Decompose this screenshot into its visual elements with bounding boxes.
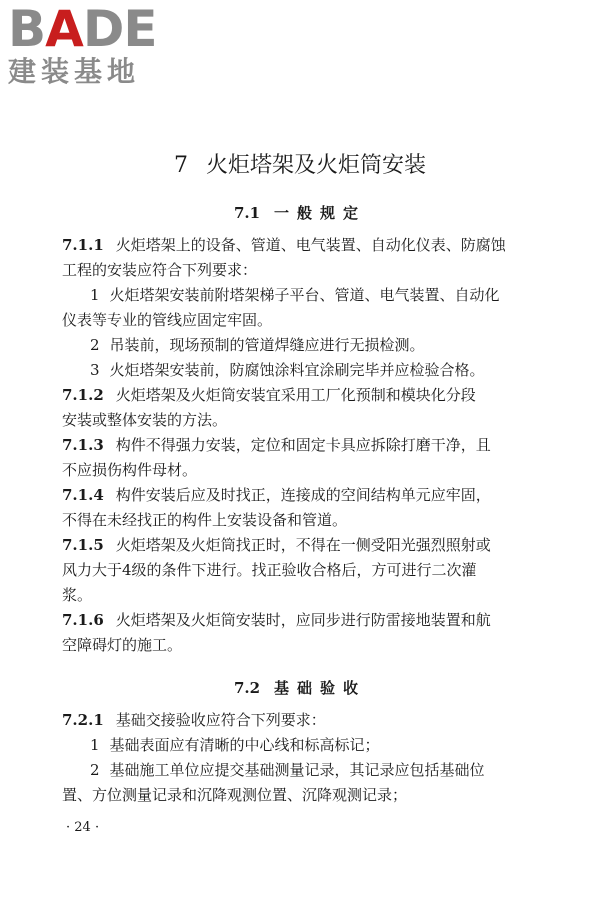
clause-7-1-5 xyxy=(62,533,532,558)
clause-text: 火炬塔架及火炬筒安装时，应同步进行防雷接地装置和航 xyxy=(115,611,491,629)
item-text: 基础表面应有清晰的中心线和标高标记； xyxy=(109,736,380,754)
section-7-2-body xyxy=(62,708,532,808)
chapter-title xyxy=(0,151,600,181)
clause-7-2-1-item-2 xyxy=(62,758,532,783)
item-number: 2 xyxy=(90,336,100,354)
clause-7-2-1-item-1 xyxy=(62,733,532,758)
clause-number: 7.1.6 xyxy=(62,611,104,629)
clause-7-1-1-item-3 xyxy=(62,358,532,383)
clause-7-2-1-item-2-continued: 置、方位测量记录和沉降观测位置、沉降观测记录； xyxy=(62,786,408,804)
section-heading-7-2 xyxy=(0,678,600,698)
item-number: 1 xyxy=(90,286,100,304)
clause-7-1-2-continued: 安装或整体安装的方法。 xyxy=(62,411,228,429)
clause-7-1-6 xyxy=(62,608,532,633)
clause-text: 构件不得强力安装，定位和固定卡具应拆除打磨干净，且 xyxy=(115,436,491,454)
clause-7-1-1 xyxy=(62,233,532,258)
chapter-title-text: 火炬塔架及火炬筒安装 xyxy=(205,152,426,178)
item-number: 2 xyxy=(90,761,100,779)
clause-number: 7.1.1 xyxy=(62,236,104,254)
clause-7-1-1-item-1-continued: 仪表等专业的管线应固定牢固。 xyxy=(62,311,273,329)
logo-wordmark xyxy=(8,0,178,58)
clause-number: 7.1.4 xyxy=(62,486,104,504)
clause-7-1-3 xyxy=(62,433,532,458)
item-text: 吊装前，现场预制的管道焊缝应进行无损检测。 xyxy=(109,336,425,354)
page-number: · 24 · xyxy=(66,820,100,835)
clause-text: 火炬塔架上的设备、管道、电气装置、自动化仪表、防腐蚀 xyxy=(115,236,506,254)
clause-7-1-2 xyxy=(62,383,532,408)
clause-text: 构件安装后应及时找正，连接成的空间结构单元应牢固， xyxy=(115,486,491,504)
section-title-text: 基础验收 xyxy=(274,679,367,697)
clause-7-2-1 xyxy=(62,708,532,733)
section-number: 7.1 xyxy=(233,204,261,222)
clause-7-1-1-item-1 xyxy=(62,283,532,308)
logo-letters-de: DE xyxy=(82,0,157,58)
item-number: 1 xyxy=(90,736,100,754)
item-text: 火炬塔架安装前，防腐蚀涂料宜涂刷完毕并应检验合格。 xyxy=(109,361,485,379)
clause-7-1-4-continued: 不得在未经找正的构件上安装设备和管道。 xyxy=(62,511,348,529)
clause-number: 7.1.3 xyxy=(62,436,104,454)
clause-7-1-5-continued: 风力大于4级的条件下进行。找正验收合格后，方可进行二次灌 xyxy=(62,561,477,579)
clause-7-1-3-continued: 不应损伤构件母材。 xyxy=(62,461,198,479)
section-heading-7-1 xyxy=(0,203,600,223)
clause-7-1-1-item-2 xyxy=(62,333,532,358)
clause-text: 火炬塔架及火炬筒安装宜采用工厂化预制和模块化分段 xyxy=(115,386,476,404)
chapter-number: 7 xyxy=(173,152,188,178)
section-title-text: 一般规定 xyxy=(274,204,367,222)
logo-letter-b: B xyxy=(8,0,46,58)
bade-logo xyxy=(8,0,178,88)
clause-text: 火炬塔架及火炬筒找正时，不得在一侧受阳光强烈照射或 xyxy=(115,536,491,554)
clause-7-1-4 xyxy=(62,483,532,508)
clause-7-1-6-continued: 空障碍灯的施工。 xyxy=(62,636,183,654)
logo-chinese-name: 建装基地 xyxy=(8,55,141,88)
clause-text: 基础交接验收应符合下列要求： xyxy=(115,711,326,729)
item-number: 3 xyxy=(90,361,100,379)
section-number: 7.2 xyxy=(233,679,261,697)
item-text: 基础施工单位应提交基础测量记录，其记录应包括基础位 xyxy=(109,761,485,779)
item-text: 火炬塔架安装前附塔架梯子平台、管道、电气装置、自动化 xyxy=(109,286,500,304)
clause-7-1-1-continued: 工程的安装应符合下列要求： xyxy=(62,261,258,279)
clause-number: 7.1.2 xyxy=(62,386,104,404)
clause-number: 7.2.1 xyxy=(62,711,104,729)
clause-7-1-5-continued-2: 浆。 xyxy=(62,586,93,604)
clause-number: 7.1.5 xyxy=(62,536,104,554)
logo-letter-a-accent: A xyxy=(45,0,83,58)
section-7-1-body xyxy=(62,233,532,658)
